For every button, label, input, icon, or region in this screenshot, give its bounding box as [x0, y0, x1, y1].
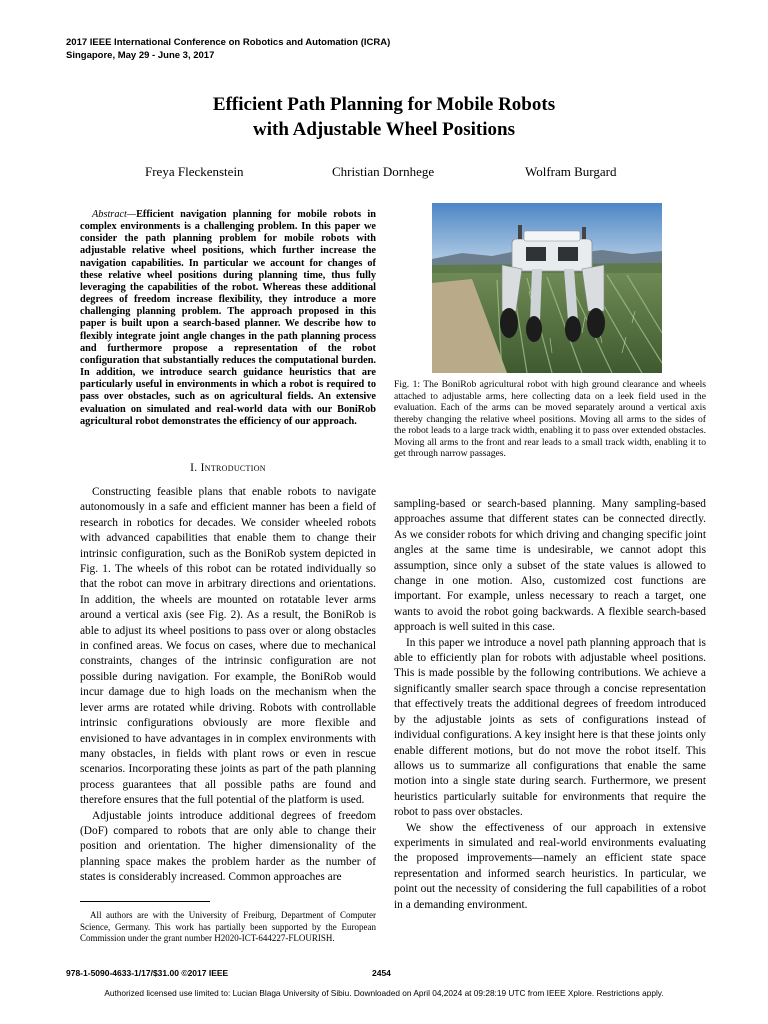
- paragraph: In this paper we introduce a novel path planning approach that is able to efficiently plan for robots with adjustable wheel positions. This is made possible by the following contributions. We achieve a significantly smaller search space through a concise representation that effectively treats the additional degrees of freedom introduced by the adjustable joints as sets of configurations instead of individual configurations. A key insight here is that these joints only enable different motions, but do not move the robot itself. This allows us to summarize all configurations that enable the same motion into a single state during search. Furthermore, we present heuristics particularly suitable for environments that require the robot to pass over obstacles.: [394, 636, 706, 819]
- section-heading-introduction: [80, 462, 376, 474]
- conference-header: [66, 36, 666, 62]
- footnote: All authors are with the University of Freiburg, Department of Computer Science, Germany. This work has partially been supported by the European Commission under the grant number H2020-ICT-644227-FLOURISH.: [80, 910, 376, 943]
- page-number: 2454: [372, 968, 391, 978]
- author-2: Christian Dornhege: [332, 164, 435, 179]
- abstract-label: Abstract: [92, 209, 127, 220]
- abstract: [80, 209, 376, 428]
- title-line-2: with Adjustable Wheel Positions: [253, 119, 515, 140]
- paragraph: We show the effectiveness of our approach in extensive experiments in simulated and real-world environments evaluating the proposed improvements—namely an efficient state space representation and informed search heuristics. In particular, we point out the necessity of considering the full capabilities of a robot in a demanding environment.: [394, 821, 706, 911]
- title-line-1: Efficient Path Planning for Mobile Robots: [212, 94, 556, 115]
- left-column-body: [80, 485, 376, 886]
- abstract-dash: —: [126, 209, 137, 220]
- robot-field-photo: [432, 203, 662, 373]
- license-notice: Authorized licensed use limited to: Lucian Blaga University of Sibiu. Downloaded on April 04,2024 at 09:28:19 UTC from IEEE Xplore. Restrictions apply.: [104, 988, 664, 998]
- paragraph: Adjustable joints introduce additional degrees of freedom (DoF) compared to robots that are only able to change their position and orientation. The higher dimensionality of the planning space makes the problem harder as the number of states is considerably increased. Common approaches are: [80, 809, 376, 884]
- right-column-body: [394, 497, 706, 913]
- section-title: Introduction: [200, 462, 266, 474]
- section-number: I.: [190, 462, 198, 474]
- paragraph: Constructing feasible plans that enable robots to navigate autonomously in a safe and efficient manner has been a field of research in robotics for decades. We consider wheeled robots with advanced capabilities that enable them to change their intrinsic configuration, such as the BoniRob system depicted in Fig. 1. The wheels of this robot can be rotated individually so that the robot can move in arbitrary directions and orientations. In addition, the wheels are mounted on rotatable lever arms around a vertical axis (see Fig. 2). As a result, the BoniRob is able to adjust its wheel positions to pass over or along obstacles in confined areas. We focus on cases, where due to mechanical constraints, changes of the intrinsic configuration are not possible during navigation. For example, the BoniRob would incur damage due to high loads on the mechanism when the lever arms are rotated while driving. Robots with controllable intrinsic configurations obviously are more flexible and envisioned to have advantages in in complex environments with many obstacles, in fields with plant rows or even in rescue scenarios. Incorporating these joints as part of the path planning process guarantees that all possible paths are found and therefore ensures that the full potential of the platform is used.: [80, 486, 376, 807]
- conference-location: Singapore, May 29 - June 3, 2017: [66, 50, 215, 61]
- paragraph: sampling-based or search-based planning. Many sampling-based approaches assume that different states can be connected directly. As we consider robots for which driving and changing specific joint angles at the same time is undesirable, we cannot adopt this assumption, since only a subset of the state values is allowed to change in one motion. Also, customized cost functions are important. For example, unless necessary to reach a target, one wants to avoid the robot going backwards. A flexible search-based approach is well suited in this case.: [394, 498, 706, 634]
- abstract-text: Efficient navigation planning for mobile robots in complex environments is a challenging problem. In this paper we consider the path planning problem for mobile robots with adjustable relative wheel positions, which further increase the navigation capabilities. In particular we account for changes of these relative wheel positions during planning time, thus fully leveraging the capabilities of the robot. Whereas these additional degrees of freedom increase flexibility, they introduce a more challenging planning problem. The approach proposed in this paper is built upon a search-based planner. We describe how to flexibly integrate joint angle changes in the path planning process and furthermore propose a representation of the robot configuration that substantially reduces the computational burden. In addition, we introduce search guidance heuristics that are particularly useful in environments in which a robot is required to pass over obstacles, such as on agricultural fields. An extensive evaluation on simulated and real-world data with our BoniRob agricultural robot demonstrates the efficiency of our approach.: [80, 209, 376, 427]
- figure-caption: Fig. 1: The BoniRob agricultural robot with high ground clearance and wheels attached to adjustable arms, here collecting data on a leek field used in the evaluation. Each of the arms can be moved separately around a vertical axis thereby changing the relative wheel positions. Moving all arms to the sides of the robot leads to a large track width, enabling it to pass over extended obstacles. Moving all arms to the front and rear leads to a small track width, enabling it to get through narrow passages.: [394, 379, 706, 460]
- author-3: Wolfram Burgard: [525, 164, 617, 179]
- author-1: Freya Fleckenstein: [145, 164, 244, 179]
- paper-title: [80, 92, 688, 142]
- conference-name: 2017 IEEE International Conference on Robotics and Automation (ICRA): [66, 37, 391, 48]
- isbn-copyright: 978-1-5090-4633-1/17/$31.00 ©2017 IEEE: [66, 968, 229, 978]
- footnote-divider: [80, 901, 210, 902]
